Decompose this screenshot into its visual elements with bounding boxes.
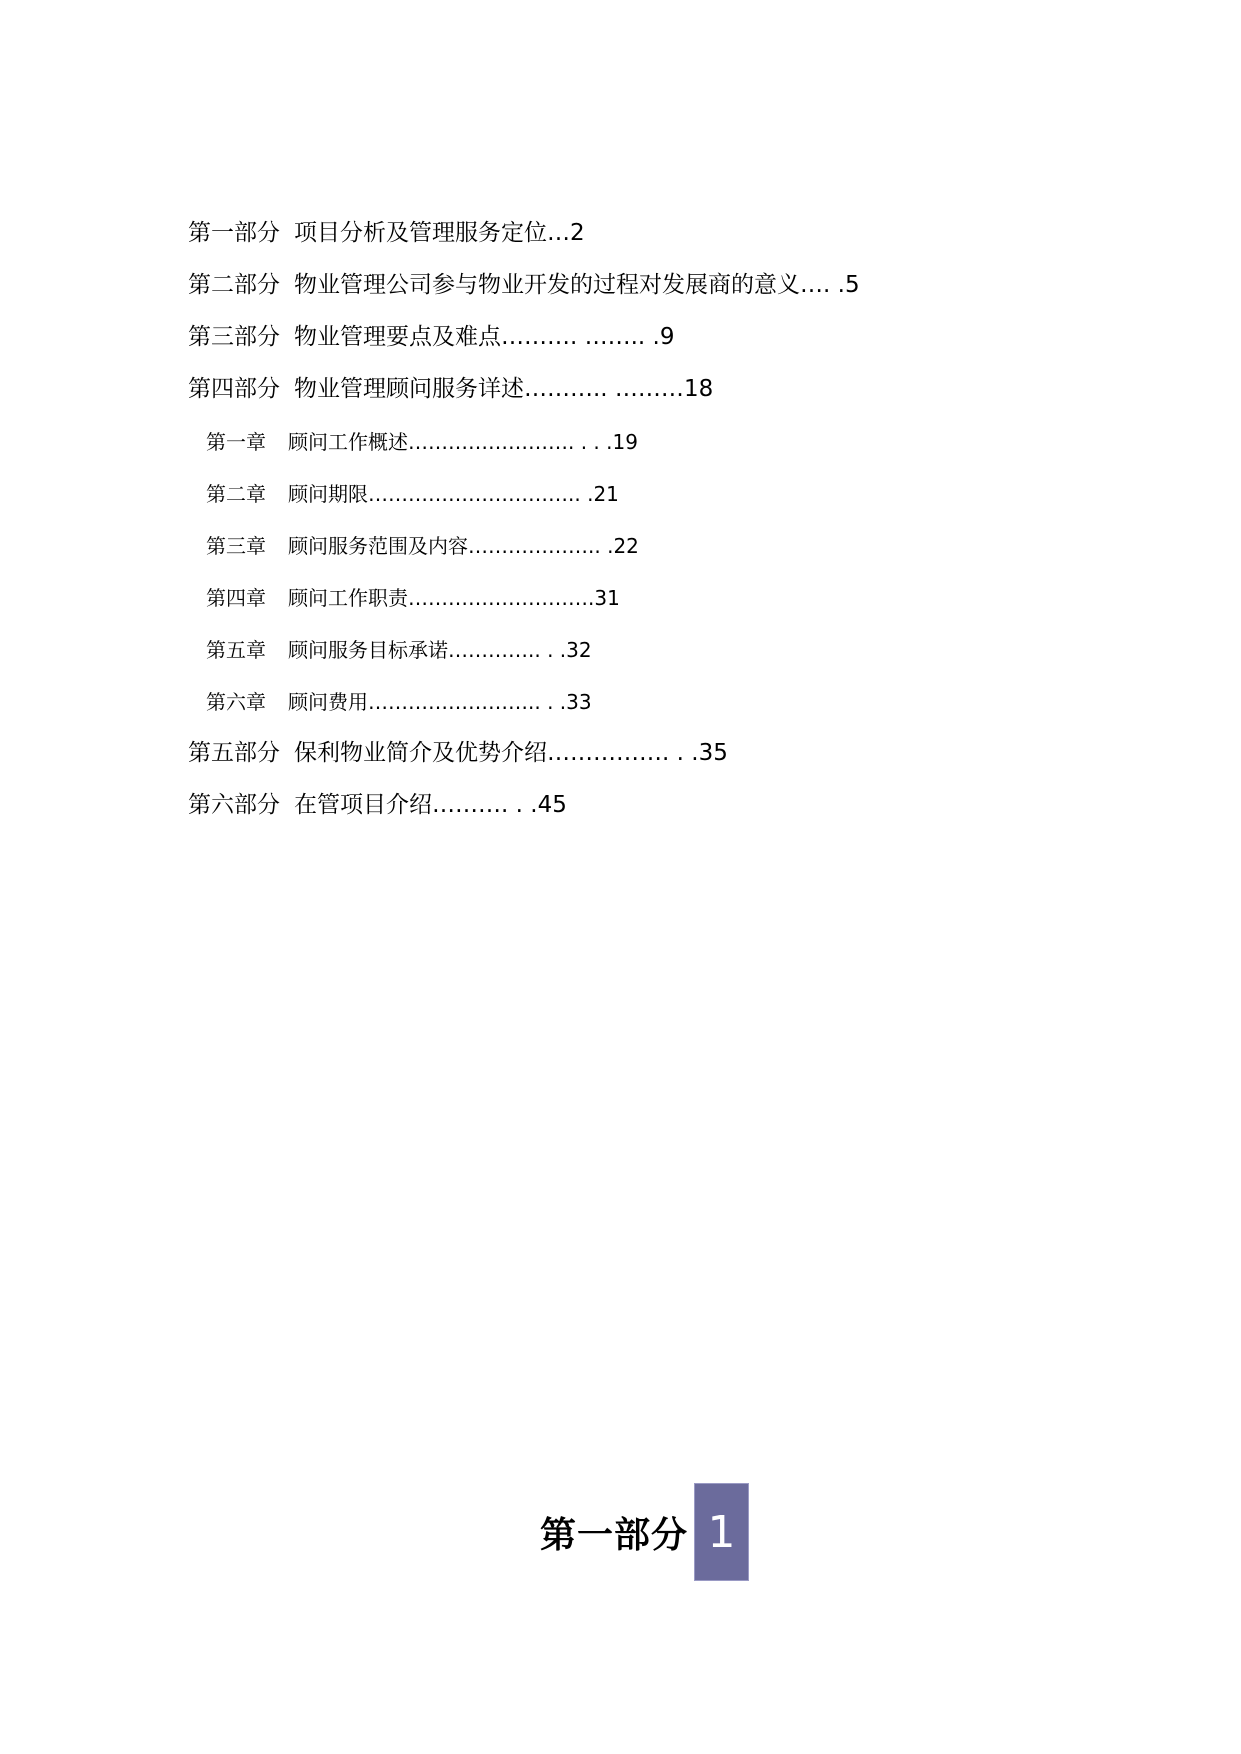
toc-entry-title: 物业管理公司参与物业开发的过程对发展商的意义	[294, 272, 800, 298]
toc-entry-leader: …………………….. . .	[368, 690, 567, 714]
toc-entry-page: 22	[613, 534, 639, 558]
toc-entry-leader: …. .	[800, 272, 845, 298]
toc-entry-page: 19	[612, 430, 638, 454]
toc-entry-chapter-6[interactable]	[206, 692, 592, 712]
toc-entry-leader: ……………. . .	[547, 740, 699, 766]
toc-entry-part-2[interactable]	[188, 274, 860, 297]
toc-entry-leader: ………. . .	[432, 792, 538, 818]
toc-entry-leader: ……….. ………	[524, 376, 684, 402]
toc-entry-leader: ………….. . .	[448, 638, 567, 662]
toc-entry-chapter-5[interactable]	[206, 640, 592, 660]
toc-entry-label: 第五章	[206, 638, 266, 662]
toc-entry-chapter-3[interactable]	[206, 536, 639, 556]
toc-entry-title: 在管项目介绍	[294, 792, 432, 818]
toc-entry-title: 顾问工作职责	[288, 586, 408, 610]
toc-entry-chapter-4[interactable]	[206, 588, 620, 608]
section-heading	[540, 1482, 749, 1582]
toc-entry-page: 2	[570, 220, 585, 246]
toc-entry-label: 第二章	[206, 482, 266, 506]
toc-entry-page: 5	[844, 272, 860, 298]
toc-entry-label: 第六章	[206, 690, 266, 714]
toc-entry-label: 第四章	[206, 586, 266, 610]
section-part-name: 第一部分	[540, 1513, 689, 1556]
toc-entry-title: 顾问费用	[288, 690, 368, 714]
toc-entry-label: 第六部分	[188, 792, 280, 818]
section-part-number: 1	[707, 1506, 736, 1558]
toc-entry-label: 第五部分	[188, 740, 280, 766]
section-part-number-box	[694, 1483, 749, 1581]
toc-entry-page: 35	[698, 740, 728, 766]
toc-entry-part-6[interactable]	[188, 794, 567, 817]
toc-entry-leader: ……………………. . . .	[408, 430, 613, 454]
toc-entry-label: 第二部分	[188, 272, 280, 298]
toc-entry-page: 18	[683, 376, 714, 402]
toc-entry-title: 顾问期限	[288, 482, 368, 506]
toc-entry-chapter-1[interactable]	[206, 432, 638, 452]
toc-entry-label: 第四部分	[188, 376, 280, 402]
toc-entry-title: 顾问服务目标承诺	[288, 638, 448, 662]
toc-entry-label: 第一部分	[188, 220, 280, 246]
toc-entry-label: 第三章	[206, 534, 266, 558]
toc-entry-leader: ………. …….. .	[501, 324, 660, 350]
toc-entry-page: 31	[594, 586, 620, 610]
toc-entry-page: 33	[566, 690, 592, 714]
toc-entry-title: 顾问工作概述	[288, 430, 408, 454]
toc-entry-page: 32	[566, 638, 592, 662]
toc-entry-title: 物业管理要点及难点	[294, 324, 501, 350]
toc-entry-leader: …	[547, 220, 570, 246]
toc-entry-title: 保利物业简介及优势介绍	[294, 740, 547, 766]
toc-entry-page: 45	[537, 792, 567, 818]
toc-entry-title: 项目分析及管理服务定位	[294, 220, 547, 246]
toc-entry-leader: ……………….. .	[468, 534, 614, 558]
toc-entry-leader: ………………………….. .	[368, 482, 594, 506]
toc-entry-leader: ……………………….	[408, 586, 595, 610]
toc-entry-part-5[interactable]	[188, 742, 728, 765]
toc-entry-label: 第三部分	[188, 324, 280, 350]
toc-entry-chapter-2[interactable]	[206, 484, 619, 504]
toc-entry-label: 第一章	[206, 430, 266, 454]
toc-entry-part-1[interactable]	[188, 222, 585, 245]
toc-entry-part-4[interactable]	[188, 378, 713, 401]
toc-entry-page: 21	[593, 482, 619, 506]
toc-entry-part-3[interactable]	[188, 326, 675, 349]
toc-entry-title: 顾问服务范围及内容	[288, 534, 468, 558]
toc-entry-title: 物业管理顾问服务详述	[294, 376, 524, 402]
toc-entry-page: 9	[659, 324, 675, 350]
